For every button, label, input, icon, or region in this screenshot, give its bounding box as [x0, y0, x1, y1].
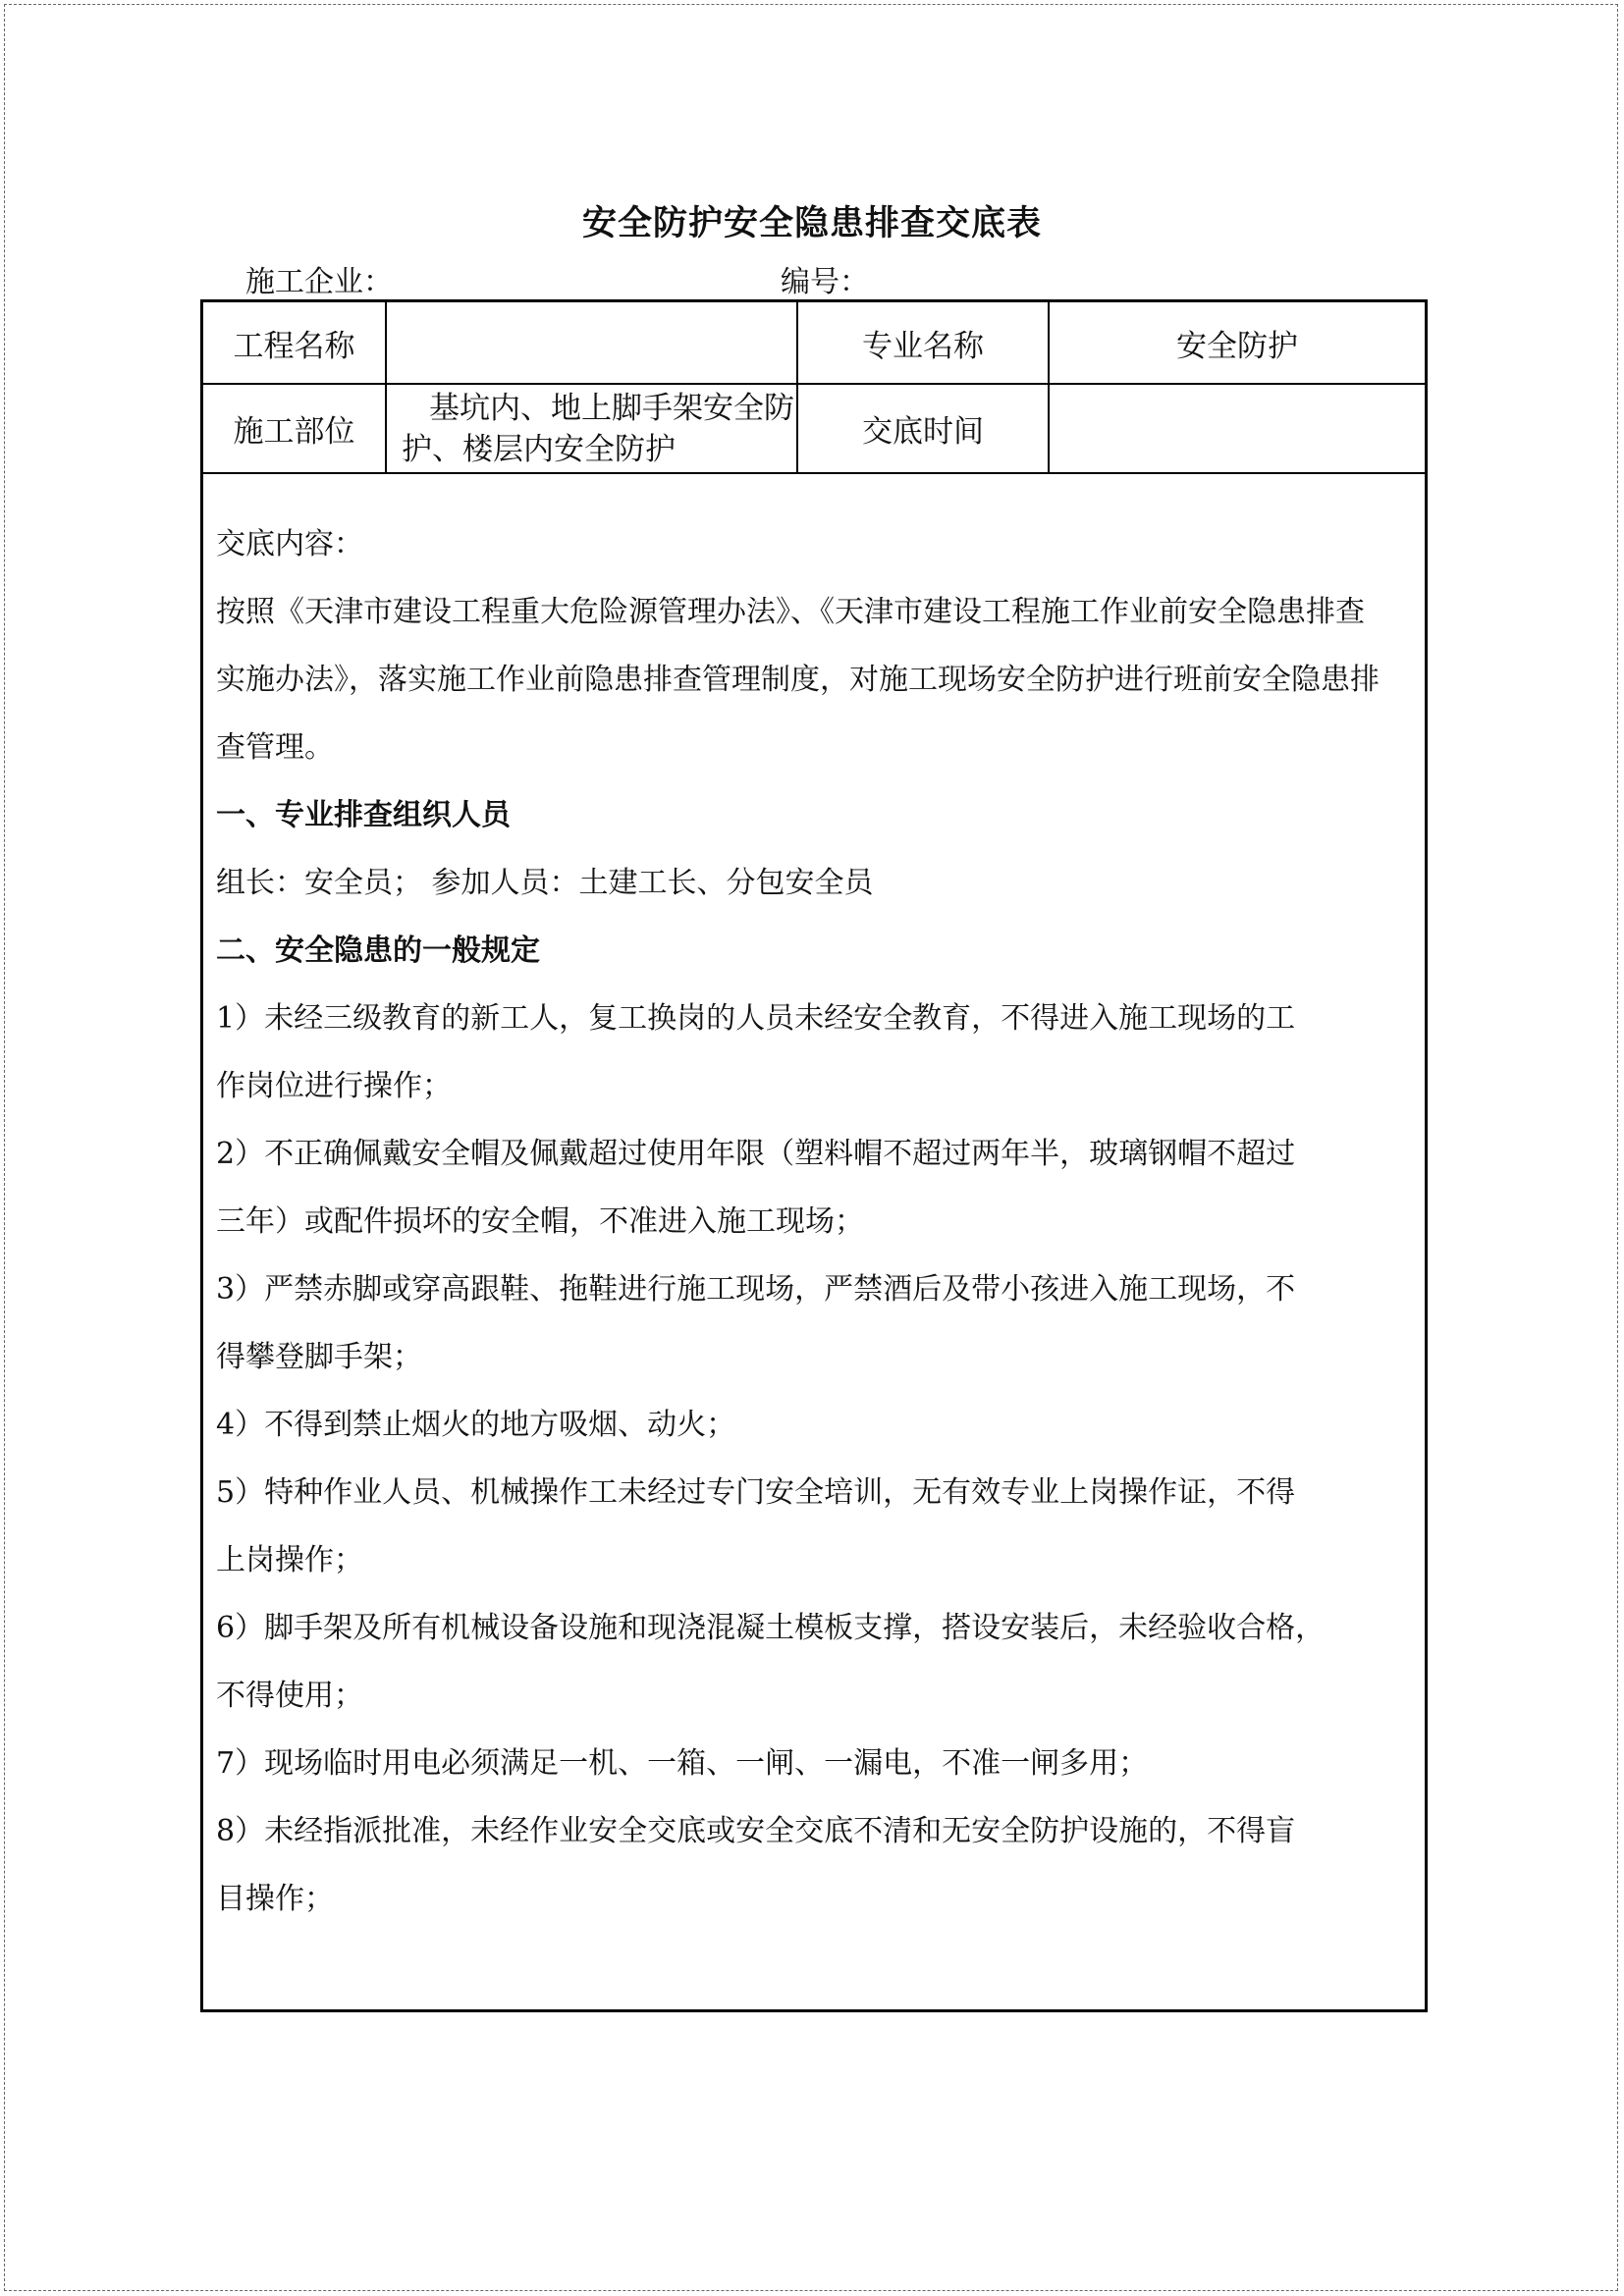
- section1-heading: 一、专业排查组织人员: [216, 798, 511, 832]
- section2-heading: 二、安全隐患的一般规定: [216, 934, 540, 968]
- number-label: 编号：: [781, 265, 869, 299]
- rule-line: 1）未经三级教育的新工人，复工换岗的人员未经安全教育，不得进入施工现场的工: [216, 1001, 1296, 1036]
- document-title: 安全防护安全隐患排查交底表: [581, 204, 1042, 243]
- company-label: 施工企业：: [245, 265, 393, 299]
- location-value-line2: 护、楼层内安全防护: [402, 431, 676, 467]
- rule-line: 5）特种作业人员、机械操作工未经过专门安全培训，无有效专业上岗操作证，不得: [216, 1475, 1296, 1510]
- rule-line: 2）不正确佩戴安全帽及佩戴超过使用年限（塑料帽不超过两年半，玻璃钢帽不超过: [216, 1137, 1296, 1171]
- specialty-label: 专业名称: [862, 328, 984, 364]
- rule-line: 4）不得到禁止烟火的地方吸烟、动火；: [216, 1408, 736, 1442]
- rule-line: 得攀登脚手架；: [216, 1340, 422, 1374]
- specialty-value: 安全防护: [1176, 328, 1298, 364]
- location-value-line1: 基坑内、地上脚手架安全防: [429, 390, 794, 426]
- intro-line: 按照《天津市建设工程重大危险源管理办法》、《天津市建设工程施工作业前安全隐患排查: [216, 595, 1365, 629]
- location-value: [402, 385, 794, 472]
- project-name-value: [387, 302, 796, 383]
- section1-line: 组长：安全员； 参加人员：土建工长、分包安全员: [216, 866, 874, 900]
- rule-line: 目操作；: [216, 1882, 334, 1916]
- briefing-content: [216, 510, 1419, 1933]
- rule-line: 8）未经指派批准，未经作业安全交底或安全交底不清和无安全防护设施的，不得盲: [216, 1814, 1296, 1848]
- rule-line: 3）严禁赤脚或穿高跟鞋、拖鞋进行施工现场，严禁酒后及带小孩进入施工现场，不: [216, 1272, 1296, 1307]
- rule-line: 三年）或配件损坏的安全帽，不准进入施工现场；: [216, 1204, 864, 1239]
- location-label: 施工部位: [233, 414, 355, 450]
- intro-line: 实施办法》，落实施工作业前隐患排查管理制度，对施工现场安全防护进行班前安全隐患排: [216, 663, 1380, 697]
- intro-line: 查管理。: [216, 730, 334, 765]
- rule-line: 不得使用；: [216, 1679, 363, 1713]
- intro-label: 交底内容：: [216, 527, 363, 561]
- rule-line: 6）脚手架及所有机械设备设施和现浇混凝土模板支撑，搭设安装后，未经验收合格，: [216, 1611, 1326, 1645]
- rule-line: 作岗位进行操作；: [216, 1069, 452, 1103]
- briefing-time-value: [1050, 385, 1425, 472]
- rule-line: 上岗操作；: [216, 1543, 363, 1577]
- project-name-label: 工程名称: [233, 328, 355, 364]
- rule-line: 7）现场临时用电必须满足一机、一箱、一闸、一漏电，不准一闸多用；: [216, 1746, 1149, 1781]
- briefing-time-label: 交底时间: [862, 414, 984, 450]
